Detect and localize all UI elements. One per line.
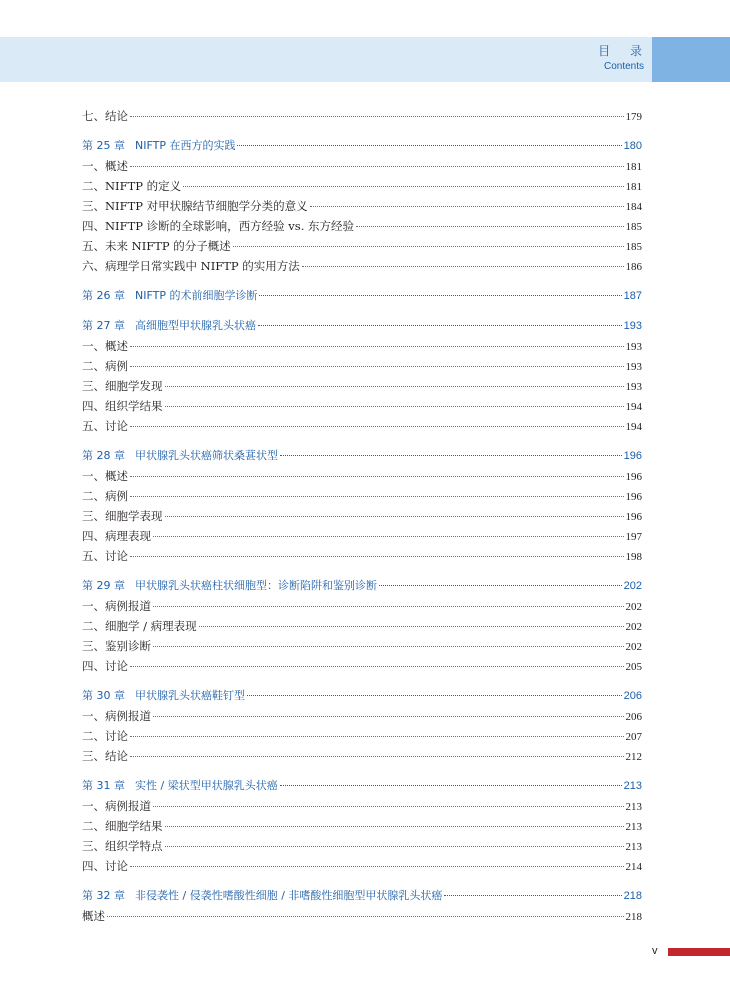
dot-leader [130,115,624,117]
chapter-number: 第 32 章 [82,889,125,902]
page-ref: 193 [625,381,642,393]
dot-leader [130,755,624,757]
dot-leader [310,205,624,207]
dot-leader [130,425,624,427]
dot-leader [153,715,624,717]
dot-leader [165,515,624,517]
dot-leader [130,665,624,667]
toc-section-entry[interactable] [82,156,642,176]
chapter-title: NIFTP 在西方的实践 [135,139,236,152]
chapter-number: 第 29 章 [82,579,125,592]
toc-chapter-entry[interactable] [82,776,642,796]
dot-leader [237,144,621,146]
toc-section-entry[interactable] [82,726,642,746]
page-ref: 197 [625,531,642,543]
page-ref: 196 [625,491,642,503]
page-ref: 194 [625,421,642,433]
dot-leader [130,165,624,167]
page-ref: 202 [625,621,642,633]
section-title: 四、组织学结果 [82,399,163,413]
page-ref: 181 [625,161,642,173]
dot-leader [302,265,624,267]
dot-leader [356,225,623,227]
chapter-number: 第 27 章 [82,319,125,332]
running-header [598,44,650,73]
section-title: 一、病例报道 [82,709,151,723]
page-ref: 202 [623,580,642,592]
toc-section-entry[interactable] [82,106,642,126]
header-accent-block [652,37,730,82]
section-title: 二、病例 [82,359,128,373]
dot-leader [258,324,622,326]
chapter-title: 实性 / 梁状型甲状腺乳头状癌 [135,779,278,792]
section-title: 三、NIFTP 对甲状腺结节细胞学分类的意义 [82,199,308,213]
section-title: 三、鉴别诊断 [82,639,151,653]
dot-leader [183,185,623,187]
toc-section-entry[interactable] [82,836,642,856]
toc-chapter-entry[interactable] [82,686,642,706]
toc-section-entry[interactable] [82,196,642,216]
dot-leader [199,625,624,627]
toc-chapter-entry[interactable] [82,316,642,336]
section-title: 七、结论 [82,109,128,123]
chapter-heading [82,886,442,906]
toc-section-entry[interactable] [82,396,642,416]
toc-section-entry[interactable] [82,466,642,486]
dot-leader [379,584,622,586]
page-ref: 179 [625,111,642,123]
toc-section-entry[interactable] [82,236,642,256]
page-ref: 187 [623,290,642,302]
dot-leader [165,825,624,827]
chapter-number: 第 31 章 [82,779,125,792]
section-title: 三、细胞学表现 [82,509,163,523]
toc-section-entry[interactable] [82,596,642,616]
chapter-heading [82,316,256,336]
toc-chapter-entry[interactable] [82,136,642,156]
dot-leader [247,694,622,696]
dot-leader [259,294,621,296]
page-ref: 206 [623,690,642,702]
page-ref: 202 [625,641,642,653]
page-ref: 184 [625,201,642,213]
toc-section-entry[interactable] [82,706,642,726]
section-title: 五、未来 NIFTP 的分子概述 [82,239,231,253]
page-ref: 213 [625,801,642,813]
chapter-number: 第 25 章 [82,139,125,152]
dot-leader [153,605,624,607]
header-title-en: Contents [603,61,644,72]
section-title: 一、概述 [82,469,128,483]
page-ref: 202 [625,601,642,613]
section-title: 四、讨论 [82,859,128,873]
page-ref: 196 [625,471,642,483]
page-ref: 207 [625,731,642,743]
section-title: 二、细胞学结果 [82,819,163,833]
dot-leader [130,475,624,477]
section-title: 概述 [82,909,105,923]
toc-section-entry[interactable] [82,376,642,396]
dot-leader [130,555,624,557]
dot-leader [280,784,622,786]
toc-section-entry[interactable] [82,616,642,636]
section-title: 二、讨论 [82,729,128,743]
dot-leader [153,535,624,537]
dot-leader [165,845,624,847]
toc-section-entry[interactable] [82,816,642,836]
toc-section-entry[interactable] [82,546,642,566]
page-ref: 196 [625,511,642,523]
dot-leader [130,345,624,347]
table-of-contents [82,106,642,926]
dot-leader [130,365,624,367]
chapter-heading [82,776,278,796]
toc-chapter-entry[interactable] [82,886,642,906]
page-ref: 180 [623,140,642,152]
section-title: 五、讨论 [82,419,128,433]
toc-section-entry[interactable] [82,416,642,436]
section-title: 二、细胞学 / 病理表现 [82,619,197,633]
page-ref: 193 [623,320,642,332]
page-ref: 205 [625,661,642,673]
chapter-heading [82,446,278,466]
section-title: 一、病例报道 [82,799,151,813]
section-title: 三、细胞学发现 [82,379,163,393]
toc-section-entry[interactable] [82,656,642,676]
dot-leader [153,805,624,807]
chapter-number: 第 30 章 [82,689,125,702]
page-ref: 213 [625,821,642,833]
dot-leader [444,894,621,896]
dot-leader [107,915,624,917]
page-ref: 194 [625,401,642,413]
section-title: 四、病理表现 [82,529,151,543]
toc-chapter-entry[interactable] [82,286,642,306]
section-title: 三、结论 [82,749,128,763]
page-ref: 218 [623,890,642,902]
page-ref: 193 [625,361,642,373]
toc-section-entry[interactable] [82,336,642,356]
dot-leader [153,645,624,647]
chapter-heading [82,136,235,156]
section-title: 五、讨论 [82,549,128,563]
chapter-title: 非侵袭性 / 侵袭性嗜酸性细胞 / 非嗜酸性细胞型甲状腺乳头状癌 [135,889,443,902]
page-ref: 213 [625,841,642,853]
section-title: 二、NIFTP 的定义 [82,179,182,193]
footer-accent-bar [668,948,730,956]
dot-leader [280,454,622,456]
section-title: 二、病例 [82,489,128,503]
toc-section-entry[interactable] [82,856,642,876]
chapter-heading [82,686,245,706]
dot-leader [130,735,624,737]
section-title: 六、病理学日常实践中 NIFTP 的实用方法 [82,259,300,273]
toc-section-entry[interactable] [82,486,642,506]
toc-section-entry[interactable] [82,746,642,766]
section-title: 三、组织学特点 [82,839,163,853]
dot-leader [130,865,624,867]
page-ref: 185 [625,221,642,233]
toc-chapter-entry[interactable] [82,576,642,596]
toc-section-entry[interactable] [82,526,642,546]
section-title: 一、病例报道 [82,599,151,613]
page-ref: 186 [625,261,642,273]
dot-leader [165,405,624,407]
dot-leader [233,245,624,247]
page-ref: 196 [623,450,642,462]
toc-chapter-entry[interactable] [82,446,642,466]
page-ref: 198 [625,551,642,563]
chapter-title: 甲状腺乳头状癌鞋钉型 [135,689,245,702]
chapter-number: 第 28 章 [82,449,125,462]
page-ref: 213 [623,780,642,792]
section-title: 四、NIFTP 诊断的全球影响，西方经验 vs. 东方经验 [82,219,355,233]
page-ref: 212 [625,751,642,763]
section-title: 一、概述 [82,339,128,353]
toc-section-entry[interactable] [82,356,642,376]
chapter-title: 甲状腺乳头状癌柱状细胞型：诊断陷阱和鉴别诊断 [135,579,377,592]
dot-leader [130,495,624,497]
page-ref: 218 [625,911,642,923]
chapter-heading [82,286,257,306]
header-title-cn: 目 录 [598,44,650,58]
chapter-heading [82,576,377,596]
toc-section-entry[interactable] [82,256,642,276]
page-ref: 206 [625,711,642,723]
page-ref: 185 [625,241,642,253]
section-title: 四、讨论 [82,659,128,673]
toc-section-entry[interactable] [82,216,642,236]
toc-section-entry[interactable] [82,506,642,526]
toc-section-entry[interactable] [82,796,642,816]
section-title: 一、概述 [82,159,128,173]
toc-section-entry[interactable] [82,636,642,656]
page-ref: 193 [625,341,642,353]
dot-leader [165,385,624,387]
chapter-number: 第 26 章 [82,289,125,302]
chapter-title: 甲状腺乳头状癌筛状桑葚状型 [135,449,278,462]
chapter-title: NIFTP 的术前细胞学诊断 [135,289,258,302]
toc-section-entry[interactable] [82,176,642,196]
chapter-title: 高细胞型甲状腺乳头状癌 [135,319,256,332]
page-ref: 181 [625,181,642,193]
page-ref: 214 [625,861,642,873]
page-number: v [652,945,658,957]
toc-section-entry[interactable] [82,906,642,926]
